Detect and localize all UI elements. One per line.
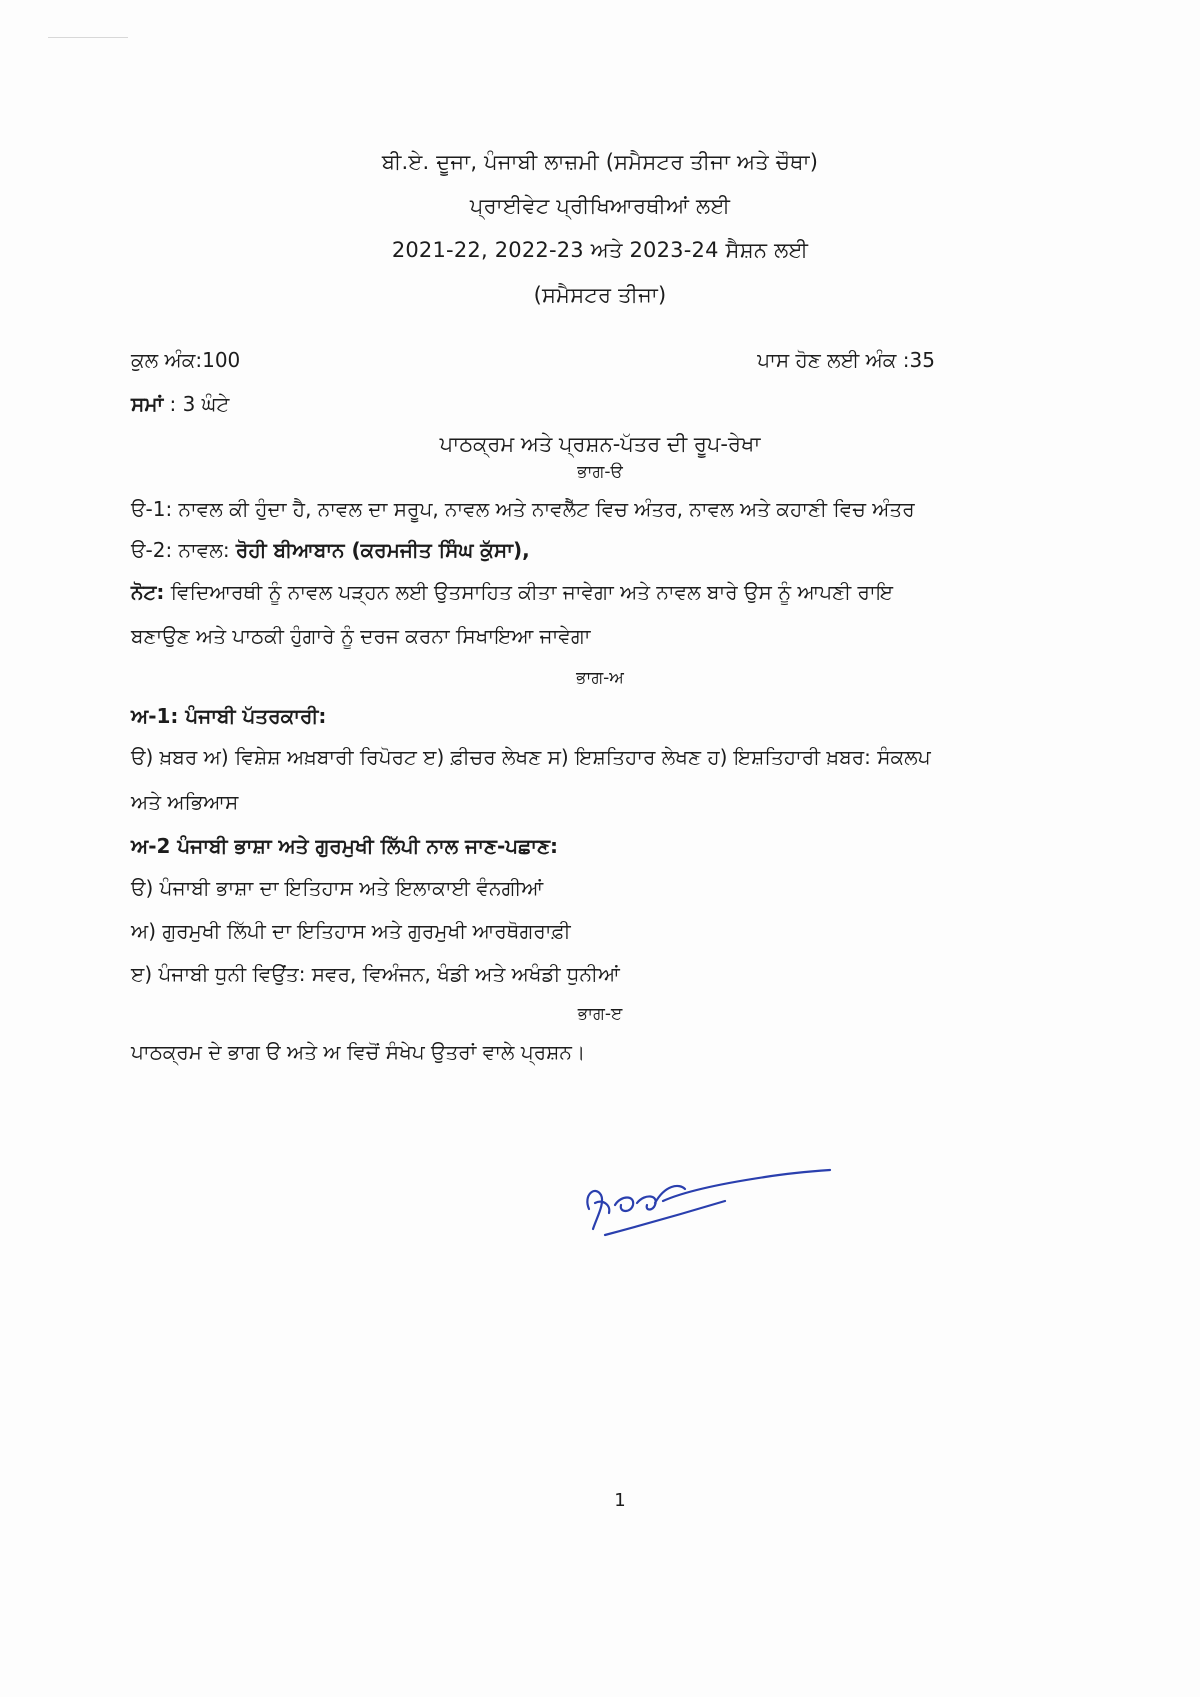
time-label: ਸਮਾਂ [131,392,164,416]
note-line-1 [131,580,1091,604]
novel-title: ਰੋਹੀ ਬੀਆਬਾਨ (ਕਰਮਜੀਤ ਸਿੰਘ ਕੁੱਸਾ), [235,538,530,562]
part-b-section-2-item-2: ਅ) ਗੁਰਮੁਖੀ ਲਿੱਪੀ ਦਾ ਇਤਿਹਾਸ ਅਤੇ ਗੁਰਮੁਖੀ ਆਰਥੋਗਰਾਫ਼ੀ [131,919,571,943]
part-b-section-2-title: ਅ-2 ਪੰਜਾਬੀ ਭਾਸ਼ਾ ਅਤੇ ਗੁਰਮੁਖੀ ਲਿੱਪੀ ਨਾਲ ਜਾਣ-ਪਛਾਣ: [131,834,559,858]
part-c-heading: ਭਾਗ-ੲ [577,1004,623,1024]
course-title: ਬੀ.ਏ. ਦੂਜਾ, ਪੰਜਾਬੀ ਲਾਜ਼ਮੀ (ਸਮੈਸਟਰ ਤੀਜਾ ਅਤੇ ਚੌਥਾ) [381,150,819,174]
document-header [0,150,1200,327]
note-label: ਨੋਟ: [131,580,165,604]
part-a-heading: ਭਾਗ-ੳ [577,462,623,482]
outline-title: ਪਾਠਕ੍ਰਮ ਅਤੇ ਪ੍ਰਸ਼ਨ-ਪੱਤਰ ਦੀ ਰੂਪ-ਰੇਖਾ [439,432,761,456]
time-allowed [131,392,229,416]
scan-artifact-mark [48,36,128,39]
pass-marks: ਪਾਸ ਹੋਣ ਲਈ ਅੰਕ :35 [757,348,935,372]
note-text-1: ਵਿਦਿਆਰਥੀ ਨੂੰ ਨਾਵਲ ਪੜ੍ਹਨ ਲਈ ਉਤਸਾਹਿਤ ਕੀਤਾ ਜਾਵੇਗਾ ਅਤੇ ਨਾਵਲ ਬਾਰੇ ਉਸ ਨੂੰ ਆਪਣੀ ਰਾਇ [170,580,894,604]
time-value: : 3 ਘੰਟੇ [169,392,230,416]
part-b-section-1-line-1: ੳ) ਖ਼ਬਰ ਅ) ਵਿਸ਼ੇਸ਼ ਅਖ਼ਬਾਰੀ ਰਿਪੋਰਟ ੲ) ਫ਼ੀਚਰ ਲੇਖਣ ਸ) ਇਸ਼ਤਿਹਾਰ ਲੇਖਣ ਹ) ਇਸ਼ਤਿਹਾਰੀ ਖ਼ਬਰ: ਸੰਕਲਪ [131,745,931,769]
session-line: 2021-22, 2022-23 ਅਤੇ 2023-24 ਸੈਸ਼ਨ ਲਈ [391,238,809,263]
handwritten-signature [575,1155,835,1245]
part-a-item-2 [131,538,1091,562]
total-marks: ਕੁਲ ਅੰਕ:100 [131,348,241,372]
semester-line: (ਸਮੈਸਟਰ ਤੀਜਾ) [533,282,667,307]
part-b-heading: ਭਾਗ-ਅ [576,668,624,688]
part-b-section-1-title: ਅ-1: ਪੰਜਾਬੀ ਪੱਤਰਕਾਰੀ: [131,704,327,728]
part-b-section-1-line-2: ਅਤੇ ਅਭਿਆਸ [131,790,239,814]
part-b-section-2-item-1: ੳ) ਪੰਜਾਬੀ ਭਾਸ਼ਾ ਦਾ ਇਤਿਹਾਸ ਅਤੇ ਇਲਾਕਾਈ ਵੰਨਗੀਆਂ [131,876,544,900]
part-c-line-1: ਪਾਠਕ੍ਰਮ ਦੇ ਭਾਗ ੳ ਅਤੇ ਅ ਵਿਚੋਂ ਸੰਖੇਪ ਉਤਰਾਂ ਵਾਲੇ ਪ੍ਰਸ਼ਨ। [131,1040,586,1064]
part-b-section-2-item-3: ੲ) ਪੰਜਾਬੀ ਧੁਨੀ ਵਿਉਂਤ: ਸਵਰ, ਵਿਅੰਜਨ, ਖੰਡੀ ਅਤੇ ਅਖੰਡੀ ਧੁਨੀਆਂ [131,962,620,986]
part-a-item-2-prefix: ੳ-2: ਨਾਵਲ: [131,538,230,562]
page-number: 1 [614,1490,626,1511]
note-line-2: ਬਣਾਉਣ ਅਤੇ ਪਾਠਕੀ ਹੁੰਗਾਰੇ ਨੂੰ ਦਰਜ ਕਰਨਾ ਸਿਖਾਇਆ ਜਾਵੇਗਾ [131,624,591,648]
audience-line: ਪ੍ਰਾਈਵੇਟ ਪ੍ਰੀਖਿਆਰਥੀਆਂ ਲਈ [469,194,731,219]
part-a-item-1: ੳ-1: ਨਾਵਲ ਕੀ ਹੁੰਦਾ ਹੈ, ਨਾਵਲ ਦਾ ਸਰੂਪ, ਨਾਵਲ ਅਤੇ ਨਾਵਲੈੱਟ ਵਿਚ ਅੰਤਰ, ਨਾਵਲ ਅਤੇ ਕਹਾਣੀ ਵਿਚ ਅੰਤਰ [131,497,915,521]
